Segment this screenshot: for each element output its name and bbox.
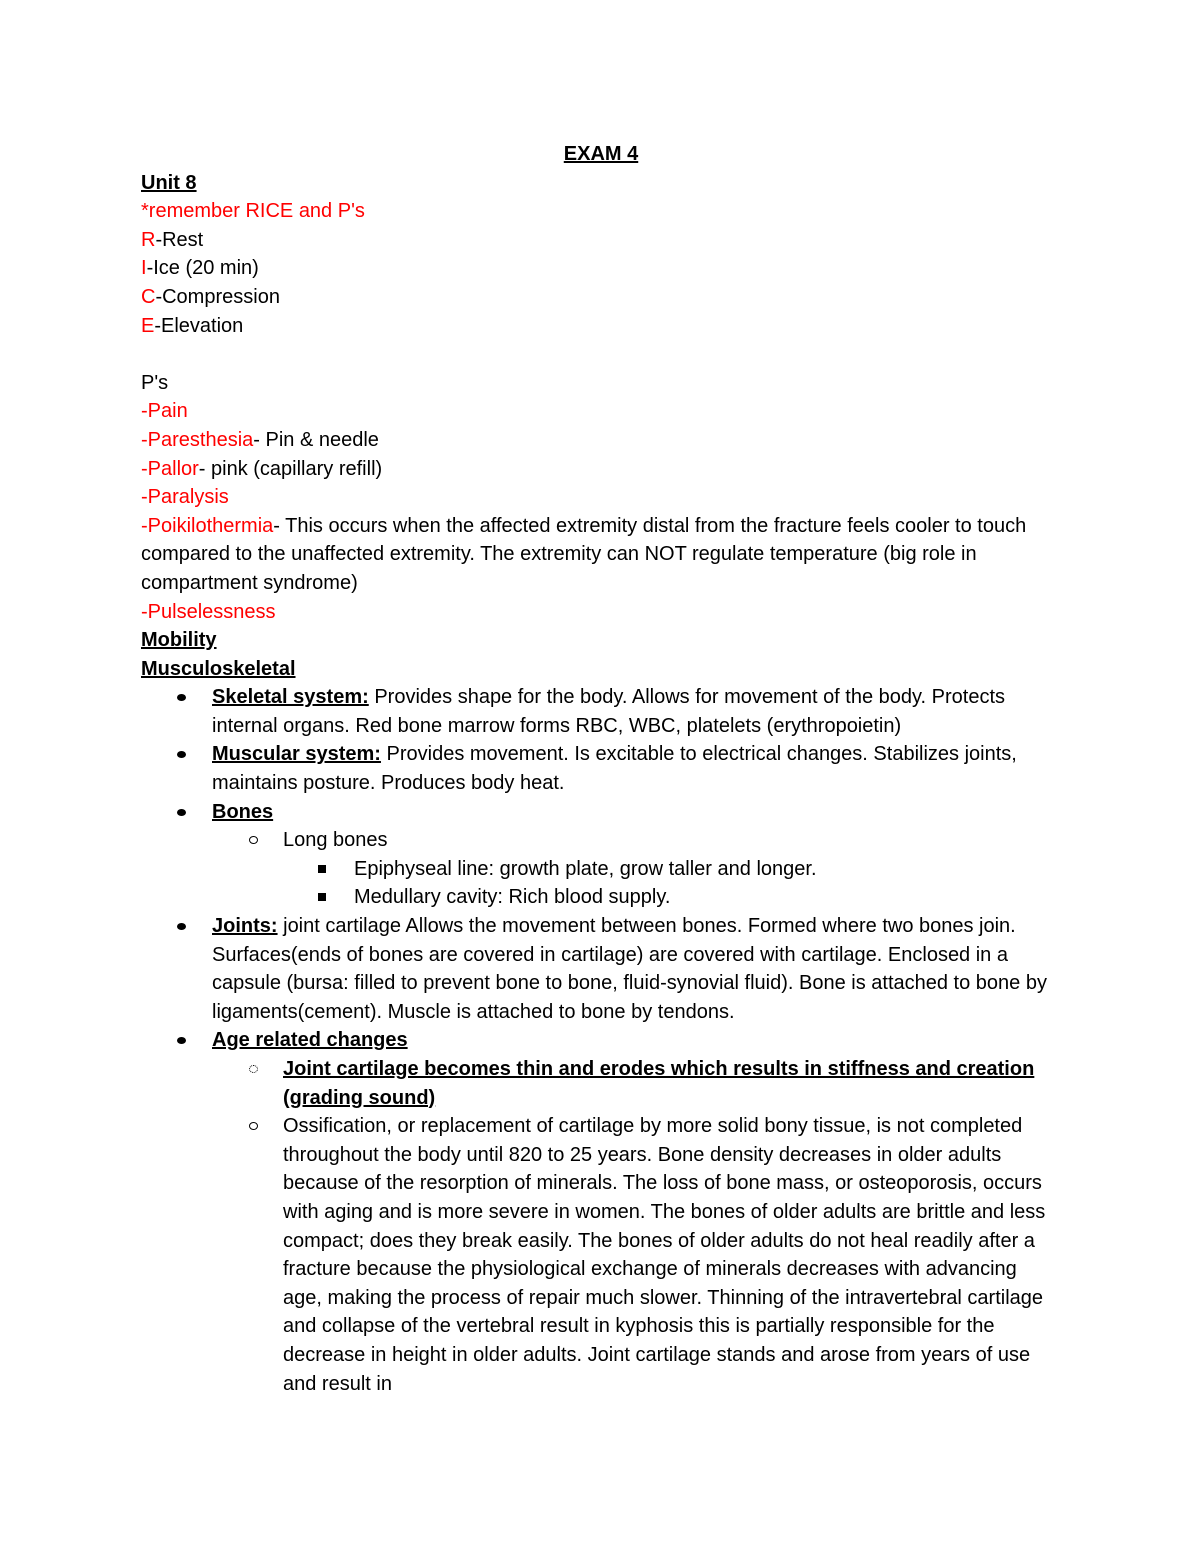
- list-item-bones: [141, 798, 1061, 912]
- ps-pallor: [141, 455, 1061, 484]
- list-item-epiphyseal: [283, 855, 1061, 884]
- rice-letter: I: [141, 257, 147, 280]
- rice-letter: C: [141, 285, 156, 308]
- ps-desc: - This occurs when the affected extremity distal from the fracture feels cooler to touch compared to the unaffected extremity. The extremity can NOT regulate temperature (big role in compartment syndrome): [141, 514, 1027, 594]
- page-title: EXAM 4: [563, 143, 639, 165]
- list-item-medullary: [283, 883, 1061, 912]
- topic-list: [141, 683, 1061, 1398]
- document-content: [141, 140, 1061, 1398]
- sub-list: [212, 826, 1061, 912]
- list-item-long-bones: [212, 826, 1061, 912]
- rice-text: -Rest: [155, 228, 204, 251]
- item-label: Age related changes: [212, 1029, 408, 1052]
- list-item-ossification: [212, 1112, 1061, 1398]
- bullet-icon: [177, 751, 186, 758]
- rice-item-ice: [141, 254, 1061, 283]
- rice-item-compression: [141, 283, 1061, 312]
- ps-poikilothermia: [141, 512, 1061, 598]
- rice-text: -Elevation: [154, 314, 244, 337]
- ps-heading: P's: [141, 371, 169, 394]
- list-item-age-changes: [141, 1026, 1061, 1398]
- circle-bullet-icon: [249, 1122, 258, 1130]
- item-text: joint cartilage Allows the movement between bones. Formed where two bones join. Surfaces(ends of bones are covered in cartilage) are covered with cartilage. Enclosed in a capsule (bursa: filled to prevent bone to bone, fluid-synovial fluid). Bone is attached to bone by ligaments(cement). Muscle is attached to bone by tendons.: [212, 915, 1047, 1023]
- ps-term: -Pallor: [141, 457, 199, 480]
- rice-letter: E: [141, 314, 155, 337]
- bullet-icon: [177, 923, 186, 930]
- musculoskeletal-heading: Musculoskeletal: [141, 657, 296, 680]
- item-text: Joint cartilage becomes thin and erodes which results in stiffness and creation (grading sound): [283, 1058, 1035, 1109]
- item-text: Provides shape for the body. Allows for movement of the body. Protects internal organs. Red bone marrow forms RBC, WBC, platelets (erythropoietin): [212, 686, 1006, 737]
- circle-bullet-icon: [249, 836, 258, 844]
- ps-paralysis: -Paralysis: [141, 486, 229, 509]
- ps-term: -Poikilothermia: [141, 514, 274, 537]
- dotted-circle-bullet-icon: [249, 1065, 258, 1073]
- list-item-cartilage: [212, 1055, 1061, 1112]
- bullet-icon: [177, 694, 186, 701]
- item-label: Joints:: [212, 915, 278, 938]
- ps-term: -Paresthesia: [141, 428, 254, 451]
- item-text: Ossification, or replacement of cartilage by more solid bony tissue, is not completed throughout the body until 820 to 25 years. Bone density decreases in older adults because of the resorption of minerals. The loss of bone mass, or osteoporosis, occurs with aging and is more severe in women. The bones of older adults are brittle and less compact; does they break easily. The bones of older adults do not heal readily after a fracture because the physiological exchange of minerals decreases with advancing age, making the process of repair much slower. Thinning of the intravertebral cartilage and collapse of the vertebral result in kyphosis this is partially responsible for the decrease in height in older adults. Joint cartilage stands and arose from years of use and result in: [283, 1115, 1046, 1395]
- rice-item-rest: [141, 226, 1061, 255]
- item-label: Bones: [212, 800, 274, 823]
- item-text: Epiphyseal line: growth plate, grow taller and longer.: [354, 857, 817, 880]
- mobility-heading: Mobility: [141, 629, 217, 652]
- reminder-note: *remember RICE and P's: [141, 200, 365, 223]
- ps-desc: - pink (capillary refill): [198, 457, 383, 480]
- item-text: Medullary cavity: Rich blood supply.: [354, 886, 671, 909]
- rice-letter: R: [141, 228, 156, 251]
- sub-sub-list: [283, 855, 1061, 912]
- ps-pulselessness: -Pulselessness: [141, 600, 276, 623]
- list-item-skeletal: [141, 683, 1061, 740]
- blank-line: [141, 340, 1061, 369]
- item-text: Provides movement. Is excitable to electrical changes. Stabilizes joints, maintains posture. Produces body heat.: [212, 743, 1017, 795]
- bullet-icon: [177, 1037, 186, 1044]
- bullet-icon: [177, 809, 186, 816]
- item-text: Long bones: [283, 829, 388, 852]
- unit-heading: Unit 8: [141, 171, 197, 194]
- rice-text: -Ice (20 min): [146, 257, 259, 280]
- sub-list: [212, 1055, 1061, 1398]
- square-bullet-icon: [318, 893, 326, 901]
- item-label: Skeletal system:: [212, 686, 369, 709]
- item-label: Muscular system:: [212, 743, 381, 766]
- list-item-muscular: [141, 740, 1061, 797]
- rice-item-elevation: [141, 312, 1061, 341]
- rice-text: -Compression: [155, 285, 280, 308]
- ps-paresthesia: [141, 426, 1061, 455]
- ps-desc: - Pin & needle: [253, 428, 379, 451]
- list-item-joints: [141, 912, 1061, 1026]
- ps-pain: -Pain: [141, 400, 188, 423]
- square-bullet-icon: [318, 865, 326, 873]
